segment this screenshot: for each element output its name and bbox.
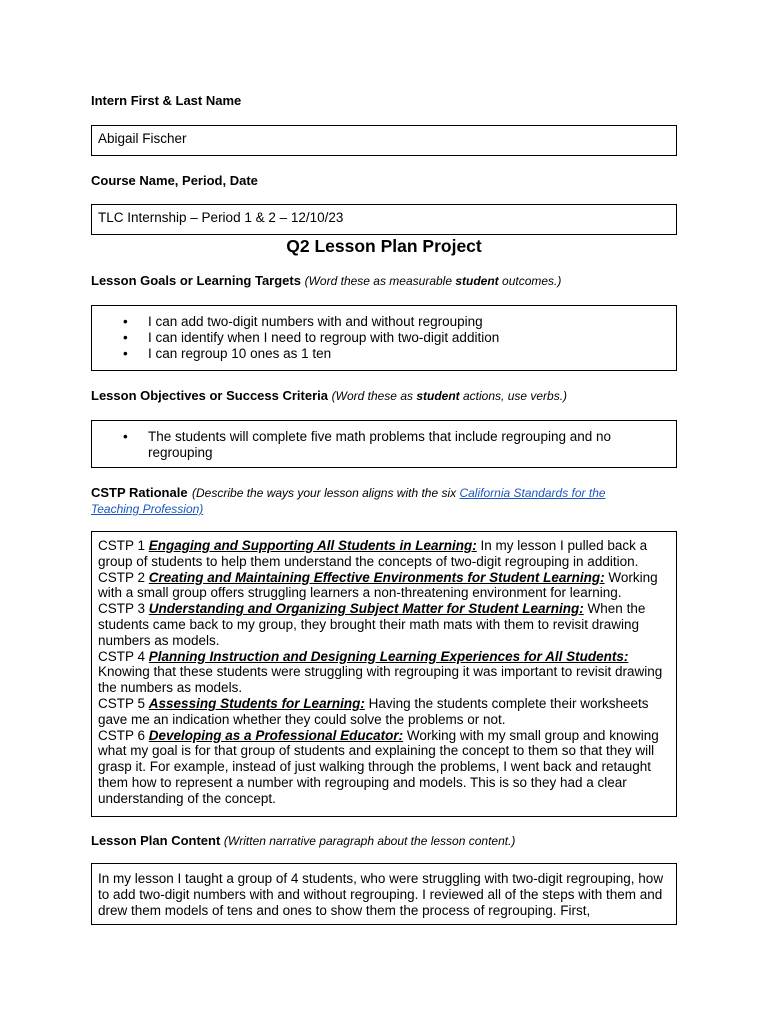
content-box[interactable] bbox=[91, 863, 677, 925]
objectives-label: Lesson Objectives or Success Criteria bbox=[91, 388, 328, 403]
cstp-entry-6: CSTP 6 Developing as a Professional Educator: Working with my small group and knowing what my goal is for that group of students and explaining the concept to them so that they will grasp it. For example, instead of just walking through the problems, I went back and retaught them how to represent a number with regrouping and models. This is so they had a clear understanding of the concept. bbox=[98, 727, 659, 806]
intern-name-label: Intern First & Last Name bbox=[91, 93, 242, 108]
cstp-entry-3: CSTP 3 Understanding and Organizing Subject Matter for Student Learning: When the students came back to my group, they brought their math mats with them to revisit drawing numbers as models. bbox=[98, 601, 646, 648]
bullet-icon: • bbox=[123, 429, 128, 444]
cstp-label-row bbox=[91, 485, 651, 517]
list-item: • I can add two-digit numbers with and without regrouping bbox=[123, 314, 483, 329]
course-value: TLC Internship – Period 1 & 2 – 12/10/23 bbox=[98, 210, 344, 225]
goals-box[interactable] bbox=[91, 305, 677, 371]
objectives-hint: (Word these as student actions, use verbs.) bbox=[331, 389, 568, 403]
goals-label: Lesson Goals or Learning Targets bbox=[91, 273, 301, 288]
cstp-standards-link[interactable]: California Standards for the Teaching Profession) bbox=[91, 486, 606, 516]
content-hint: (Written narrative paragraph about the lesson content.) bbox=[223, 834, 516, 848]
objectives-label-row bbox=[91, 388, 567, 403]
cstp-entry-4: CSTP 4 Planning Instruction and Designing Learning Experiences for All Students: Knowing that these students were struggling with regrouping it was important to revisit drawing the numbers as models. bbox=[98, 648, 663, 696]
goals-hint: (Word these as measurable student outcomes.) bbox=[304, 274, 562, 288]
objectives-box[interactable] bbox=[91, 420, 677, 468]
page-title: Q2 Lesson Plan Project bbox=[286, 236, 482, 256]
intern-name-field[interactable] bbox=[91, 125, 677, 156]
list-item: • The students will complete five math problems that include regrouping and no regrouping bbox=[123, 429, 612, 460]
goals-label-row bbox=[91, 273, 561, 288]
course-field[interactable] bbox=[91, 204, 677, 235]
list-item: • I can regroup 10 ones as 1 ten bbox=[123, 346, 332, 361]
cstp-box[interactable] bbox=[91, 531, 677, 817]
content-label-row bbox=[91, 833, 515, 848]
cstp-entry-1: CSTP 1 Engaging and Supporting All Students in Learning: In my lesson I pulled back a group of students to help them understand the concepts of two-digit regrouping in addition. bbox=[98, 538, 648, 569]
bullet-icon: • bbox=[123, 330, 128, 345]
cstp-entry-5: CSTP 5 Assessing Students for Learning: Having the students complete their worksheets gave me an indication whether they could solve the problems or not. bbox=[98, 695, 649, 727]
bullet-icon: • bbox=[123, 314, 128, 329]
content-text: In my lesson I taught a group of 4 students, who were struggling with two-digit regrouping, how to add two-digit numbers with and without regrouping. I reviewed all of the steps with them and drew them models of tens and ones to show them the process of regrouping. First, bbox=[98, 871, 664, 918]
cstp-hint: (Describe the ways your lesson aligns with the six bbox=[192, 486, 460, 500]
content-label: Lesson Plan Content bbox=[91, 833, 221, 848]
intern-name-value: Abigail Fischer bbox=[98, 131, 187, 146]
list-item: • I can identify when I need to regroup with two-digit addition bbox=[123, 330, 500, 345]
cstp-label: CSTP Rationale bbox=[91, 485, 188, 500]
course-label: Course Name, Period, Date bbox=[91, 173, 258, 188]
bullet-icon: • bbox=[123, 346, 128, 361]
cstp-entry-2: CSTP 2 Creating and Maintaining Effective Environments for Student Learning: Working with a small group offers struggling learners a non-threatening environment for learning. bbox=[98, 569, 658, 601]
